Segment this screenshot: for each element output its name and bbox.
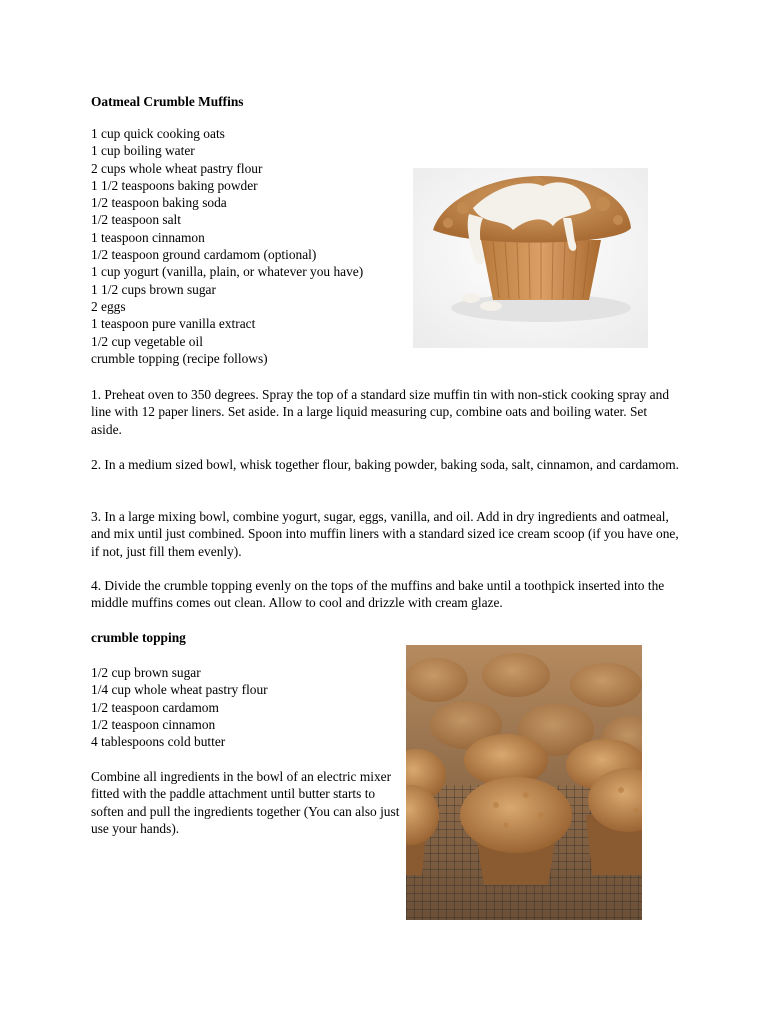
muffins-on-rack-photo [406, 645, 642, 920]
step-4: 4. Divide the crumble topping evenly on the tops of the muffins and bake until a toothpick inserted into the middle muffins comes out clean. Allow to cool and drizzle with cream glaze. [91, 578, 665, 611]
ingredient-item: 1 cup yogurt (vanilla, plain, or whatever you have) [91, 264, 364, 280]
ingredient-item: 1 1/2 cups brown sugar [91, 281, 216, 297]
ingredient-item: 1 teaspoon pure vanilla extract [91, 316, 256, 332]
ingredient-item: 1/2 teaspoon salt [91, 212, 182, 228]
ingredient-item: 1/2 cup vegetable oil [91, 333, 203, 349]
crumble-ingredient-item: 1/4 cup whole wheat pastry flour [91, 682, 268, 698]
crumble-ingredient-item: 4 tablespoons cold butter [91, 734, 226, 750]
crumble-ingredient-list [91, 664, 268, 750]
crumble-instructions: Combine all ingredients in the bowl of an electric mixer fitted with the paddle attachment until butter starts to soften and pull the ingredients together (You can also just use your hands). [91, 769, 400, 836]
glazed-muffin-image [413, 168, 648, 348]
glazed-muffin-photo [413, 168, 648, 348]
ingredient-item: 2 cups whole wheat pastry flour [91, 160, 263, 176]
ingredient-item: 2 eggs [91, 298, 126, 314]
ingredient-item: crumble topping (recipe follows) [91, 350, 268, 366]
ingredient-item: 1 cup quick cooking oats [91, 126, 225, 141]
ingredient-item: 1 teaspoon cinnamon [91, 229, 205, 245]
step-1: 1. Preheat oven to 350 degrees. Spray the top of a standard size muffin tin with non-stick cooking spray and line with 12 paper liners. Set aside. In a large liquid measuring cup, combine oats and boiling water. Set aside. [91, 387, 670, 437]
step-3: 3. In a large mixing bowl, combine yogurt, sugar, eggs, vanilla, and oil. Add in dry ingredients and oatmeal, and mix until just combined. Spoon into muffin liners with a standard sized ice cream scoop (if you have one, if not, just fill them evenly). [91, 509, 679, 559]
ingredient-item: 1 1/2 teaspoons baking powder [91, 177, 258, 193]
crumble-ingredient-item: 1/2 cup brown sugar [91, 665, 201, 680]
crumble-ingredient-item: 1/2 teaspoon cardamom [91, 699, 219, 715]
muffins-on-rack-image [406, 645, 642, 920]
crumble-title: crumble topping [91, 630, 186, 645]
ingredient-list [91, 125, 363, 367]
step-2: 2. In a medium sized bowl, whisk together flour, baking powder, baking soda, salt, cinnamon, and cardamom. [91, 457, 679, 472]
ingredient-item: 1 cup boiling water [91, 143, 195, 159]
crumble-ingredient-item: 1/2 teaspoon cinnamon [91, 716, 216, 732]
recipe-title: Oatmeal Crumble Muffins [91, 94, 244, 109]
ingredient-item: 1/2 teaspoon ground cardamom (optional) [91, 247, 317, 263]
ingredient-item: 1/2 teaspoon baking soda [91, 195, 227, 211]
